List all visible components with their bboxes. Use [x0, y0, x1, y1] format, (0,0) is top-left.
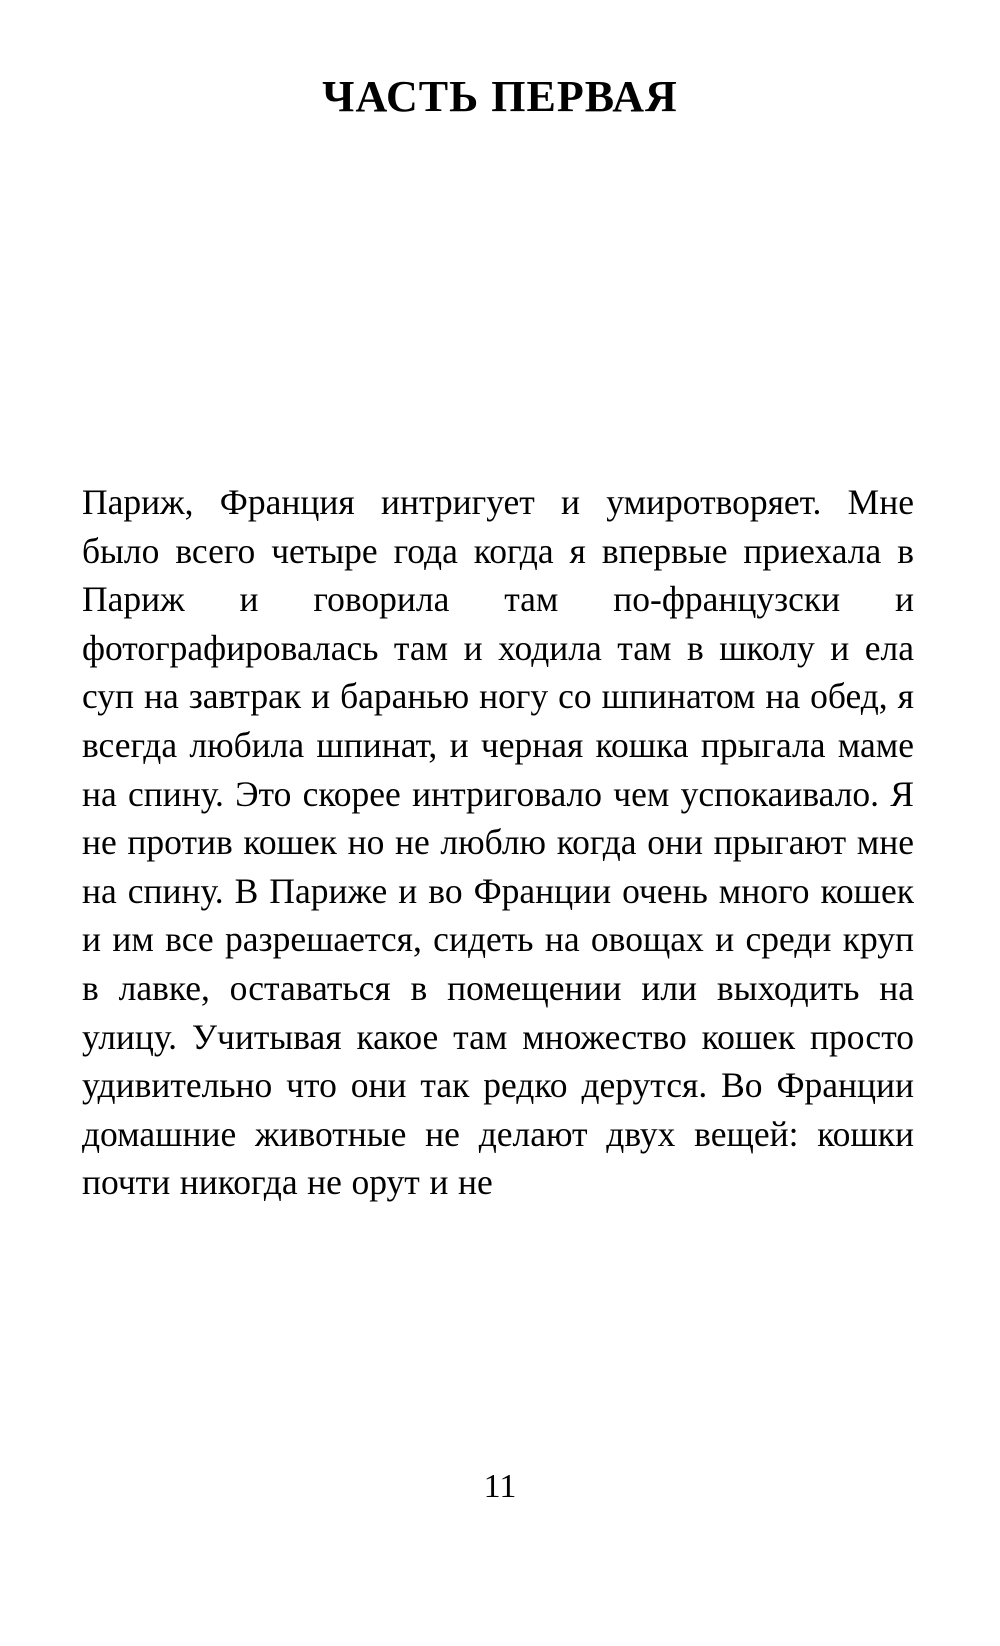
body-text-block [82, 478, 914, 1207]
page-title: ЧАСТЬ ПЕРВАЯ [322, 72, 678, 122]
page-number: 11 [483, 1468, 517, 1505]
paragraph: Париж, Франция интригует и умиротворяет. Мне было всего четыре года когда я впервые приехала в Париж и говорила там по-французски и фотографировалась там и ходила там в школу и ела суп на завтрак и баранью ногу со шпинатом на обед, я всегда любила шпинат, и черная кошка прыгала маме на спину. Это скорее интриговало чем успокаивало. Я не против кошек но не люблю когда они прыгают мне на спину. В Париже и во Франции очень много кошек и им все разрешается, сидеть на овощах и среди круп в лавке, оставаться в помещении или выходить на улицу. Учитывая какое там множество кошек просто удивительно что они так редко дерутся. Во Франции домашние животные не делают двух вещей: кошки почти никогда не орут и не [82, 482, 914, 1203]
